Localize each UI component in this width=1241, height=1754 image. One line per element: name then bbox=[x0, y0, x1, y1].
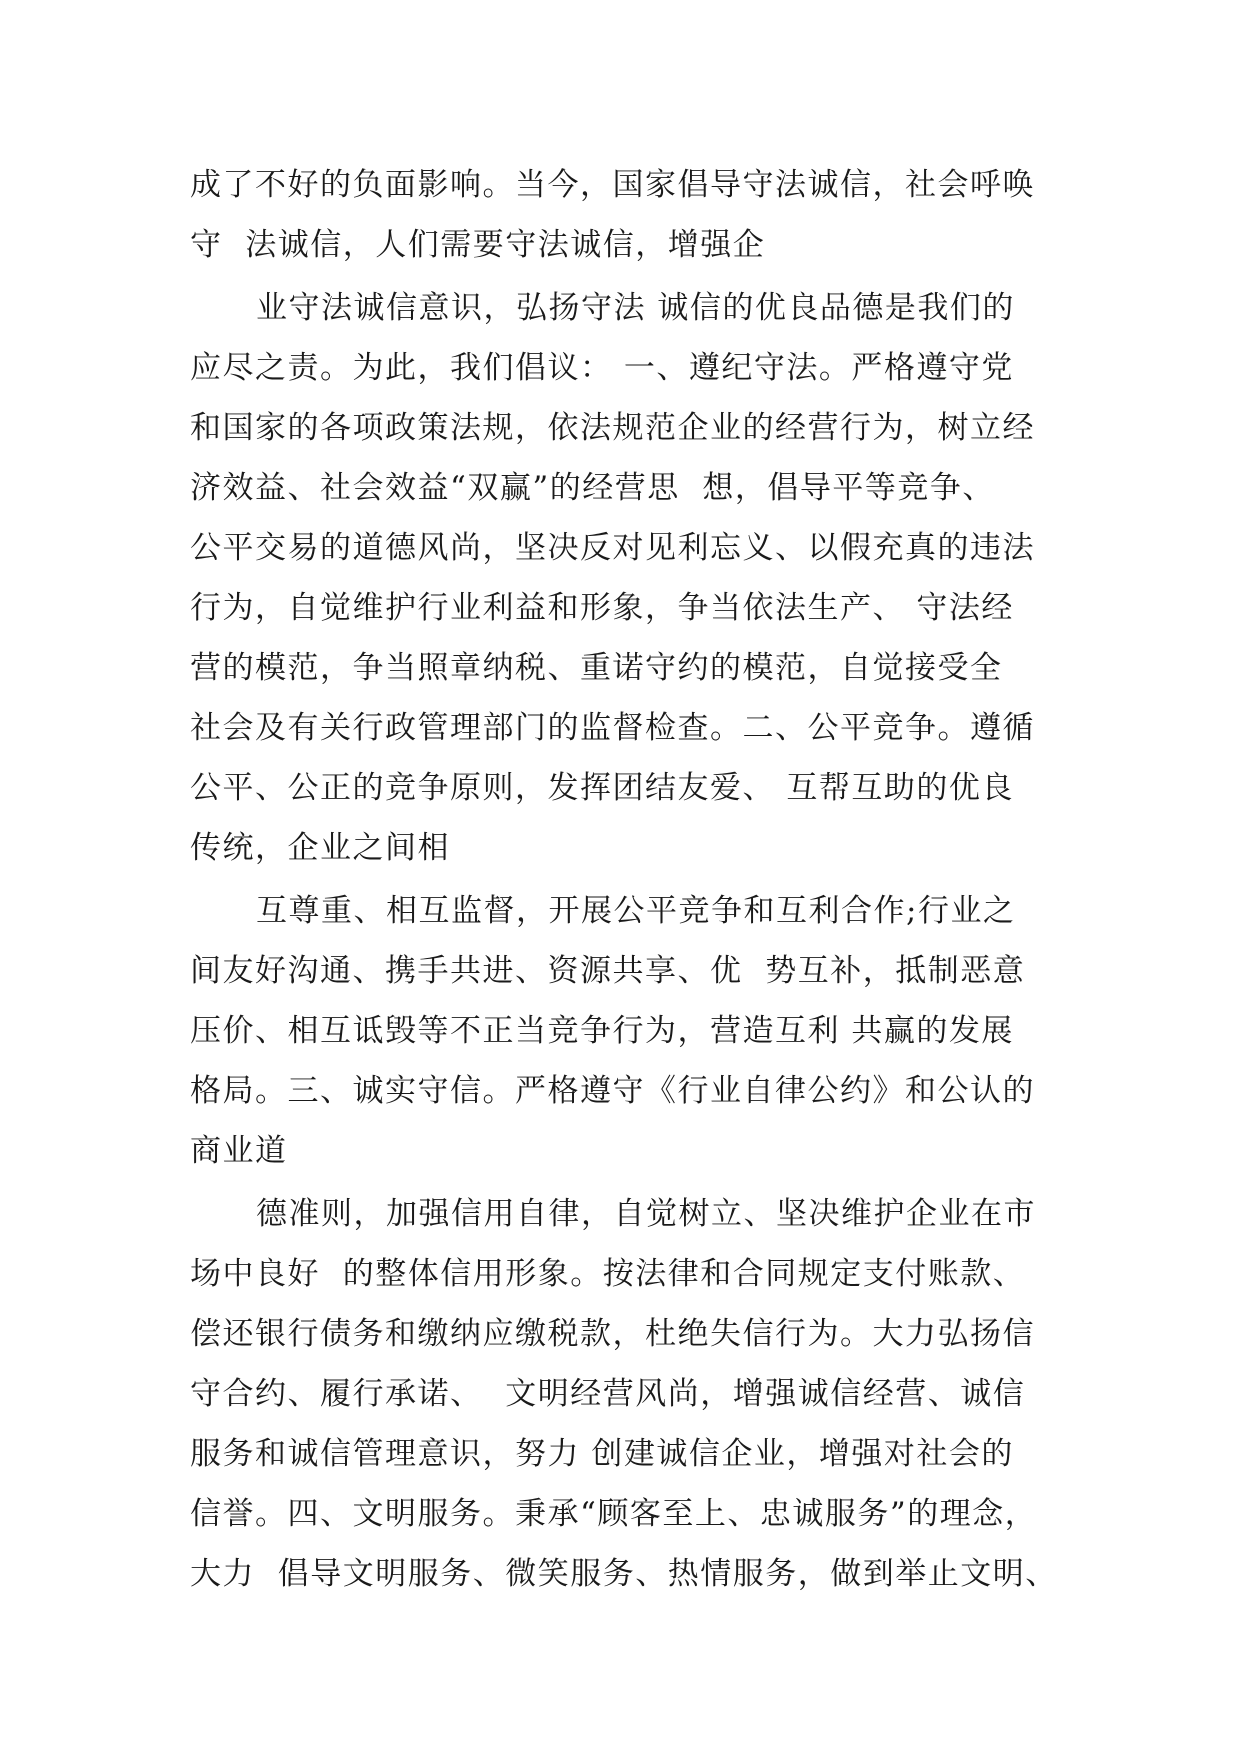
text-line-17: 商业道 bbox=[190, 1133, 288, 1169]
text-line-13: 互尊重、相互监督，开展公平竞争和互利合作;行业之 bbox=[256, 893, 1016, 929]
text-line-19: 场中良好 的整体信用形象。按法律和合同规定支付账款、 bbox=[190, 1256, 1026, 1292]
text-line-1: 成了不好的负面影响。当今，国家倡导守法诚信，社会呼唤 bbox=[190, 167, 1035, 203]
text-line-12: 传统，企业之间相 bbox=[190, 830, 450, 866]
text-line-3: 业守法诚信意识，弘扬守法 诚信的优良品德是我们的 bbox=[256, 290, 1015, 326]
text-line-6: 济效益、社会效益“双赢”的经营思 想，倡导平等竞争、 bbox=[190, 470, 995, 506]
text-line-7: 公平交易的道德风尚，坚决反对见利忘义、以假充真的违法 bbox=[190, 530, 1035, 566]
text-line-9: 营的模范，争当照章纳税、重诺守约的模范，自觉接受全 bbox=[190, 650, 1003, 686]
text-line-5: 和国家的各项政策法规，依法规范企业的经营行为，树立经 bbox=[190, 410, 1035, 446]
text-line-11: 公平、公正的竞争原则，发挥团结友爱、 互帮互助的优良 bbox=[190, 770, 1014, 806]
text-line-23: 信誉。四、文明服务。秉承“顾客至上、忠诚服务”的理念， bbox=[190, 1496, 1038, 1532]
text-line-22: 服务和诚信管理意识，努力 创建诚信企业，增强对社会的 bbox=[190, 1436, 1014, 1472]
text-line-21: 守合约、履行承诺、 文明经营风尚，增强诚信经营、诚信 bbox=[190, 1376, 1026, 1412]
text-line-24: 大力 倡导文明服务、微笑服务、热情服务，做到举止文明、 bbox=[190, 1556, 1058, 1592]
text-line-2: 守 法诚信，人们需要守法诚信，增强企 bbox=[190, 227, 766, 263]
text-line-8: 行为，自觉维护行业利益和形象，争当依法生产、 守法经 bbox=[190, 590, 1014, 626]
text-line-16: 格局。三、诚实守信。严格遵守《行业自律公约》和公认的 bbox=[190, 1073, 1035, 1109]
text-line-20: 偿还银行债务和缴纳应缴税款，杜绝失信行为。大力弘扬信 bbox=[190, 1316, 1035, 1352]
text-line-15: 压价、相互诋毁等不正当竞争行为，营造互利 共赢的发展 bbox=[190, 1013, 1014, 1049]
text-line-10: 社会及有关行政管理部门的监督检查。二、公平竞争。遵循 bbox=[190, 710, 1035, 746]
body-text bbox=[190, 155, 1070, 1604]
text-line-18: 德准则，加强信用自律，自觉树立、坚决维护企业在市 bbox=[256, 1196, 1036, 1232]
text-line-14: 间友好沟通、携手共进、资源共享、优 势互补，抵制恶意 bbox=[190, 953, 1026, 989]
text-line-4: 应尽之责。为此，我们倡议： 一、遵纪守法。严格遵守党 bbox=[190, 350, 1014, 386]
